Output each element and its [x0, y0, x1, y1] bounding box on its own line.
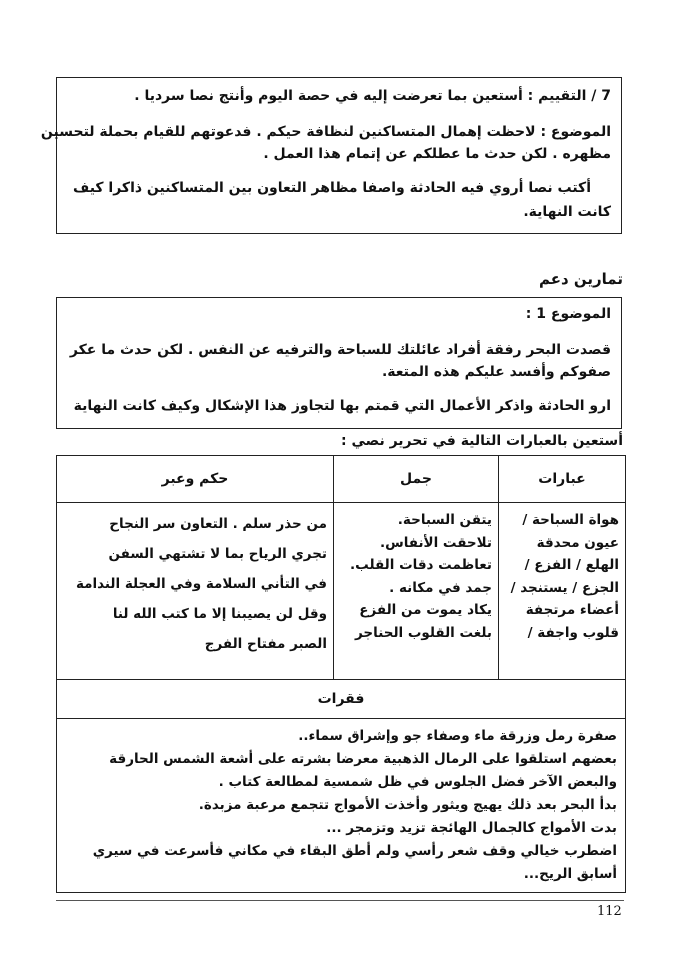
support-topic-line-2: صفوكم وأفسد عليكم هذه المتعة.	[381, 364, 611, 380]
support-topic-label: الموضوع 1 :	[525, 306, 611, 322]
paragraph-item: بدت الأمواج كالجمال الهائجة تزيد وتزمجر ...	[326, 820, 617, 836]
header-expressions: عبارات	[499, 456, 626, 503]
sentence-item: تعاظمت دقات القلب.	[350, 557, 492, 573]
wisdom-item: الصبر مفتاح الفرج	[204, 636, 327, 652]
support-topic-line-1: قصدت البحر رفقة أفراد عائلتك للسباحة والترفيه عن النفس . لكن حدث ما عكر	[69, 342, 611, 358]
support-topic-box	[56, 297, 622, 429]
paragraphs-header: فقرات	[57, 680, 626, 719]
evaluation-title: 7 / التقييم : أستعين بما تعرضت إليه في حصة اليوم وأنتج نصا سرديا .	[134, 88, 611, 104]
evaluation-task-line-1: أكتب نصا أروي فيه الحادثة واصفا مظاهر التعاون بين المتساكنين ذاكرا كيف	[73, 180, 591, 196]
sentences-cell	[334, 503, 499, 680]
wisdom-item: تجري الرياح بما لا تشتهي السفن	[108, 546, 327, 562]
wisdom-item: من حذر سلم . التعاون سر النجاح	[109, 516, 327, 532]
expressions-table	[56, 455, 626, 893]
header-wisdom: حكم وعبر	[57, 456, 334, 503]
wisdom-item: في التأني السلامة وفي العجلة الندامة	[75, 576, 327, 592]
sentence-item: بلغت القلوب الحناجر	[355, 624, 492, 641]
sentence-item: جمد في مكانه .	[389, 579, 492, 596]
sentence-item: يتقن السباحة.	[397, 512, 492, 528]
paragraph-item: بعضهم استلقوا على الرمال الذهبية معرضا بشرته على أشعة الشمس الحارقة والبعض الآخر فضل الجلوس في ظل شمسية لمطالعة كتاب .	[109, 751, 617, 790]
expression-item: هواة السباحة /	[522, 512, 619, 528]
wisdom-cell	[57, 503, 334, 680]
expression-item: الهلع / الفزع /	[524, 557, 619, 573]
expression-item: عيون محدقة	[536, 534, 619, 551]
sentence-item: تلاحقت الأنفاس.	[379, 534, 492, 551]
page-number: 112	[597, 904, 622, 919]
expression-item: قلوب واجفة /	[527, 624, 619, 641]
evaluation-task-line-2: كانت النهاية.	[523, 204, 611, 220]
expression-item: الجزع / يستنجد /	[510, 579, 619, 596]
support-instruction: أستعين بالعبارات التالية في تحرير نصي :	[341, 433, 623, 449]
paragraph-item: اضطرب خيالي وقف شعر رأسي ولم أطق البقاء في مكاني فأسرعت في سيري أسابق الريح...	[92, 843, 617, 882]
support-heading: تمارين دعم	[538, 270, 623, 288]
paragraph-item: بدأ البحر بعد ذلك يهيج ويثور وأخذت الأمواج تتجمع مرعبة مزبدة.	[198, 797, 617, 813]
paragraphs-cell	[57, 719, 626, 893]
expression-item: أعضاء مرتجفة	[525, 602, 619, 618]
support-topic-line-3: ارو الحادثة واذكر الأعمال التي قمتم بها لتجاوز هذا الإشكال وكيف كانت النهاية	[73, 398, 611, 414]
header-sentences: جمل	[334, 456, 499, 503]
expressions-cell	[499, 503, 626, 680]
footer-divider	[56, 900, 624, 901]
paragraph-item: صفرة رمل وزرقة ماء وصفاء جو وإشراق سماء..	[298, 728, 617, 744]
evaluation-topic-line-2: مظهره . لكن حدث ما عطلكم عن إتمام هذا العمل .	[263, 146, 611, 162]
wisdom-item: وقل لن يصيبنا إلا ما كتب الله لنا	[112, 606, 327, 622]
evaluation-topic-line-1: الموضوع : لاحظت إهمال المتساكنين لنظافة حيكم . فدعوتهم للقيام بحملة لتحسين	[40, 124, 611, 140]
evaluation-box	[40, 77, 622, 234]
sentence-item: يكاد يموت من الفزع	[359, 602, 492, 618]
